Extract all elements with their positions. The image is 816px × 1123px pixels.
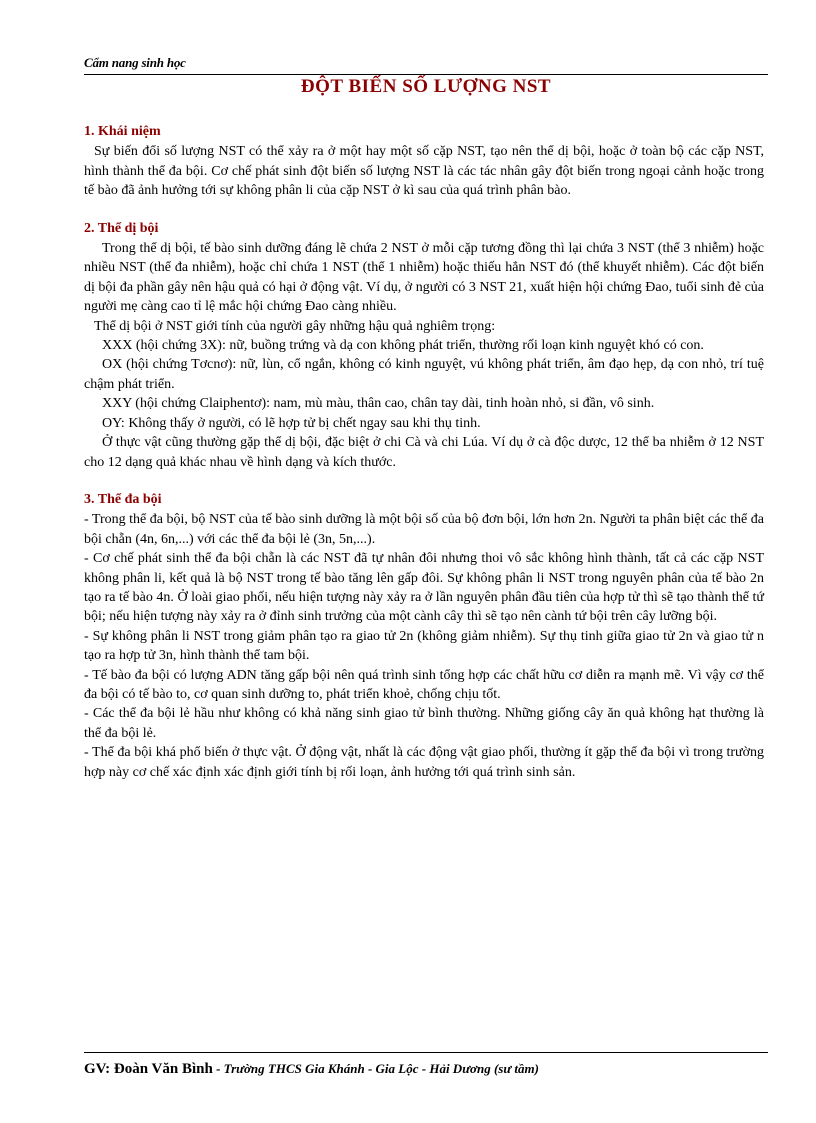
paragraph: - Cơ chế phát sinh thể đa bội chẵn là các NST đã tự nhân đôi nhưng thoi vô sắc không hình thành, tất cả các cặp NST không phân li, kết quả là bộ NST trong tế bào tăng lên gấp đôi. Sự không phân li NST trong nguyên phân của tế bào 2n tạo ra tế bào 4n. Ở loài giao phối, nếu hiện tượng này xảy ra ở lần nguyên phân đầu tiên của hợp tử thì sẽ tạo thành thể tứ bội; nếu hiện tượng này xảy ra ở đỉnh sinh trưởng của một cành cây thì sẽ tạo nên cành tứ bội trên cây lưỡng bội. <box>84 551 764 625</box>
section-heading: 1. Khái niệm <box>84 124 161 139</box>
footer-author: GV: Đoàn Văn Bình <box>84 1061 213 1077</box>
page-header <box>84 52 768 75</box>
paragraph: XXY (hội chứng Claiphentơ): nam, mù màu, thân cao, chân tay dài, tinh hoàn nhỏ, si đần, vô sinh. <box>102 396 655 412</box>
section-the-da-boi <box>84 490 764 782</box>
footer-line <box>84 1061 768 1078</box>
section-heading: 3. Thể đa bội <box>84 491 162 507</box>
paragraph: Sự biến đổi số lượng NST có thể xảy ra ở một hay một số cặp NST, tạo nên thể dị bội, hoặc ở toàn bộ các cặp NST, hình thành thể đa bội. Cơ chế phát sinh đột biến số lượng NST là các tác nhân gây đột biến trong ngoại cảnh hoặc trong tế bào đã ảnh hưởng tới sự không phân li của cặp NST ở kì sau của quá trình phân bào. <box>84 144 764 199</box>
paragraph: Thể dị bội ở NST giới tính của người gây những hậu quả nghiêm trọng: <box>94 318 496 334</box>
paragraph: - Tế bào đa bội có lượng ADN tăng gấp bội nên quá trình sinh tổng hợp các chất hữu cơ diễn ra mạnh mẽ. Vì vậy cơ thể đa bội có tế bào to, cơ quan sinh dưỡng to, phát triển khoẻ, chống chịu tốt. <box>84 667 764 702</box>
section-heading: 2. Thể dị bội <box>84 220 159 236</box>
section-khai-niem <box>84 122 764 201</box>
paragraph: - Trong thể đa bội, bộ NST của tế bào sinh dưỡng là một bội số của bộ đơn bội, lớn hơn 2n. Người ta phân biệt các thể đa bội chẵn (4n, 6n,...) với các thể đa bội lẻ (3n, 5n,...). <box>84 512 764 547</box>
paragraph: - Các thể đa bội lẻ hầu như không có khả năng sinh giao tử bình thường. Những giống cây ăn quả không hạt thường là thể đa bội lẻ. <box>84 706 764 741</box>
page-footer <box>84 1052 768 1078</box>
paragraph: - Sự không phân li NST trong giảm phân tạo ra giao tử 2n (không giảm nhiễm). Sự thụ tinh giữa giao tử 2n và giao tử n tạo ra hợp tử 3n, hình thành thể tam bội. <box>84 628 764 664</box>
document-title: ĐỘT BIẾN SỐ LƯỢNG NST <box>300 76 552 97</box>
header-title: Cẩm nang sinh học <box>84 55 186 70</box>
section-the-di-boi <box>84 219 764 472</box>
paragraph: OY: Không thấy ở người, có lẽ hợp tử bị chết ngay sau khi thụ tinh. <box>102 415 481 431</box>
paragraph: Trong thể dị bội, tế bào sinh dưỡng đáng lẽ chứa 2 NST ở mỗi cặp tương đồng thì lại chứa 3 NST (thể 3 nhiễm) hoặc nhiều NST (thể đa nhiễm), hoặc chỉ chứa 1 NST (thể 1 nhiễm) hoặc thiếu hẳn NST đó (thể khuyết nhiễm). Các đột biến dị bội đa phần gây nên hậu quả có hại ở động vật. Ví dụ, ở người có 3 NST 21, xuất hiện hội chứng Đao, tuổi sinh đẻ của người mẹ càng cao tỉ lệ mắc hội chứng Đao càng nhiều. <box>84 241 764 315</box>
footer-school: - Trường THCS Gia Khánh - Gia Lộc - Hải Dương (sư tầm) <box>212 1061 539 1076</box>
document-body <box>84 122 764 800</box>
paragraph: - Thể đa bội khá phổ biến ở thực vật. Ở động vật, nhất là các động vật giao phối, thường ít gặp thể đa bội vì trong trường hợp này cơ chế xác định xác định giới tính bị rối loạn, ảnh hưởng tới quá trình sinh sản. <box>84 745 764 780</box>
paragraph: OX (hội chứng Tơcnơ): nữ, lùn, cổ ngắn, không có kinh nguyệt, vú không phát triển, âm đạo hẹp, dạ con nhỏ, trí tuệ chậm phát triển. <box>84 357 764 392</box>
paragraph: Ở thực vật cũng thường gặp thể dị bội, đặc biệt ở chi Cà và chi Lúa. Ví dụ ở cà độc dược, 12 thể ba nhiễm ở 12 NST cho 12 dạng quả khác nhau về hình dạng và kích thước. <box>84 435 764 470</box>
paragraph: XXX (hội chứng 3X): nữ, buồng trứng và dạ con không phát triển, thường rối loạn kinh nguyệt khó có con. <box>102 338 704 354</box>
